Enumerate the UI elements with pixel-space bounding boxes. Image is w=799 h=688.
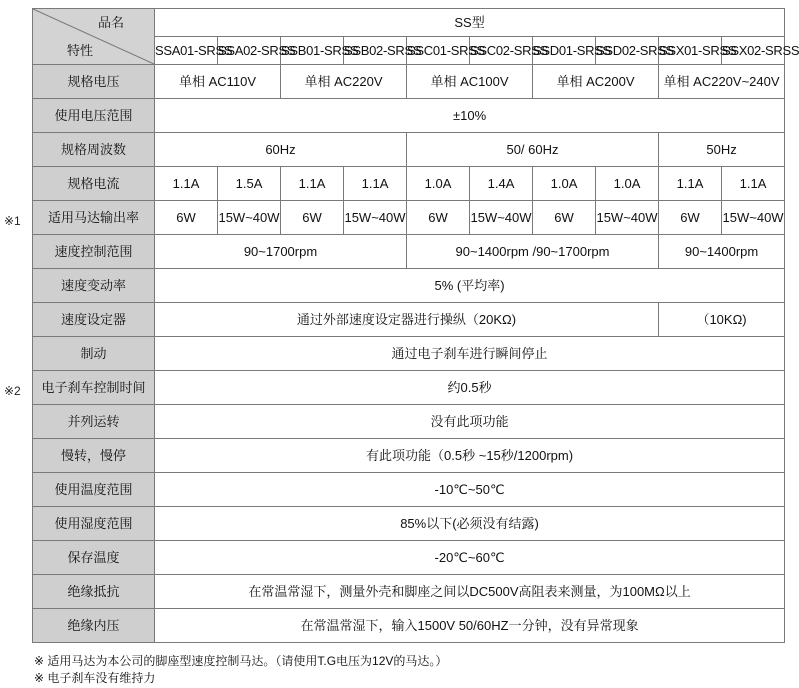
current-cell: 1.4A [470,167,533,201]
type-group-header: SS型 [155,9,785,37]
row-label-parallel: 并列运转 [33,405,155,439]
speed-variation-cell: 5% (平均率) [155,269,785,303]
property-label: 特性 [67,43,94,58]
model-header: SSX02-SRSS [722,37,785,65]
motor-output-cell: 6W [533,201,596,235]
rated-voltage-cell: 单相 AC100V [407,65,533,99]
table-row [33,99,785,133]
model-header: SSB01-SRSS [281,37,344,65]
row-label-storage-temp: 保存温度 [33,541,155,575]
dielectric-cell: 在常温常湿下，输入1500V 50/60HZ一分钟，没有异常现象 [155,609,785,643]
row-label-frequency: 规格周波数 [33,133,155,167]
table-row [33,541,785,575]
current-cell: 1.1A [659,167,722,201]
rated-voltage-cell: 单相 AC220V~240V [659,65,785,99]
voltage-range-cell: ±10% [155,99,785,133]
row-label-humidity: 使用湿度范围 [33,507,155,541]
row-label-speed-variation: 速度变动率 [33,269,155,303]
speed-setter-cell: （10KΩ) [659,303,785,337]
row-label-insulation-resistance: 绝缘抵抗 [33,575,155,609]
row-label-braking: 制动 [33,337,155,371]
model-header: SSC02-SRSS [470,37,533,65]
table-row [33,235,785,269]
row-label-slow-run: 慢转，慢停 [33,439,155,473]
note-mark-2: ※2 [4,384,21,398]
model-header: SSC01-SRSS [407,37,470,65]
footnote-1: ※ 适用马达为本公司的脚座型速度控制马达。（请使用T.G电压为12V的马达。） [34,654,448,668]
current-cell: 1.0A [533,167,596,201]
row-label-speed-setter: 速度设定器 [33,303,155,337]
model-header: SSB02-SRSS [344,37,407,65]
product-name-label: 品名 [97,15,124,30]
motor-output-cell: 6W [407,201,470,235]
model-header: SSD01-SRSS [533,37,596,65]
motor-output-cell: 15W~40W [470,201,533,235]
rated-voltage-cell: 单相 AC110V [155,65,281,99]
speed-range-cell: 90~1400rpm [659,235,785,269]
table-row [33,133,785,167]
rated-voltage-cell: 单相 AC220V [281,65,407,99]
temp-range-cell: -10℃~50℃ [155,473,785,507]
motor-output-cell: 15W~40W [218,201,281,235]
diagonal-divider [33,9,154,64]
header-corner-cell [33,9,155,65]
current-cell: 1.1A [344,167,407,201]
model-header: SSD02-SRSS [596,37,659,65]
motor-output-cell: 6W [155,201,218,235]
humidity-cell: 85%以下(必须没有结露) [155,507,785,541]
spec-table [32,8,799,643]
storage-temp-cell: -20℃~60℃ [155,541,785,575]
current-cell: 1.0A [596,167,659,201]
model-header: SSX01-SRSS [659,37,722,65]
speed-range-cell: 90~1700rpm [155,235,407,269]
motor-output-cell: 6W [659,201,722,235]
row-label-current: 规格电流 [33,167,155,201]
table-row [33,303,785,337]
table-row [33,371,785,405]
table-row [33,337,785,371]
brake-time-cell: 约0.5秒 [155,371,785,405]
current-cell: 1.1A [155,167,218,201]
current-cell: 1.1A [722,167,785,201]
model-header: SSA01-SRSS [155,37,218,65]
footnote-2: ※ 电子刹车没有维持力 [34,671,156,685]
insulation-resistance-cell: 在常温常湿下，测量外壳和脚座之间以DC500V高阻表来测量，为100MΩ以上 [155,575,785,609]
speed-range-cell: 90~1400rpm /90~1700rpm [407,235,659,269]
model-header: SSA02-SRSS [218,37,281,65]
current-cell: 1.1A [281,167,344,201]
row-label-voltage-range: 使用电压范围 [33,99,155,133]
table-row [33,439,785,473]
braking-cell: 通过电子刹车进行瞬间停止 [155,337,785,371]
table-row [33,575,785,609]
frequency-cell: 50/ 60Hz [407,133,659,167]
table-row [33,609,785,643]
motor-output-cell: 15W~40W [344,201,407,235]
current-cell: 1.5A [218,167,281,201]
motor-output-cell: 6W [281,201,344,235]
motor-output-cell: 15W~40W [722,201,785,235]
row-label-rated-voltage: 规格电压 [33,65,155,99]
row-label-motor-output: 适用马达输出率 [33,201,155,235]
motor-output-cell: 15W~40W [596,201,659,235]
slow-run-cell: 有此项功能（0.5秒 ~15秒/1200rpm) [155,439,785,473]
table-row [33,405,785,439]
row-label-dielectric: 绝缘内压 [33,609,155,643]
table-row [33,507,785,541]
rated-voltage-cell: 单相 AC200V [533,65,659,99]
table-row [33,473,785,507]
speed-setter-cell: 通过外部速度设定器进行操纵（20KΩ) [155,303,659,337]
table-row [33,167,785,201]
row-label-temp-range: 使用温度范围 [33,473,155,507]
frequency-cell: 60Hz [155,133,407,167]
current-cell: 1.0A [407,167,470,201]
note-mark-1: ※1 [4,214,21,228]
parallel-cell: 没有此项功能 [155,405,785,439]
table-row [33,201,785,235]
row-label-brake-time: 电子刹车控制时间 [33,371,155,405]
row-label-speed-range: 速度控制范围 [33,235,155,269]
table-row [33,65,785,99]
frequency-cell: 50Hz [659,133,785,167]
table-row [33,269,785,303]
